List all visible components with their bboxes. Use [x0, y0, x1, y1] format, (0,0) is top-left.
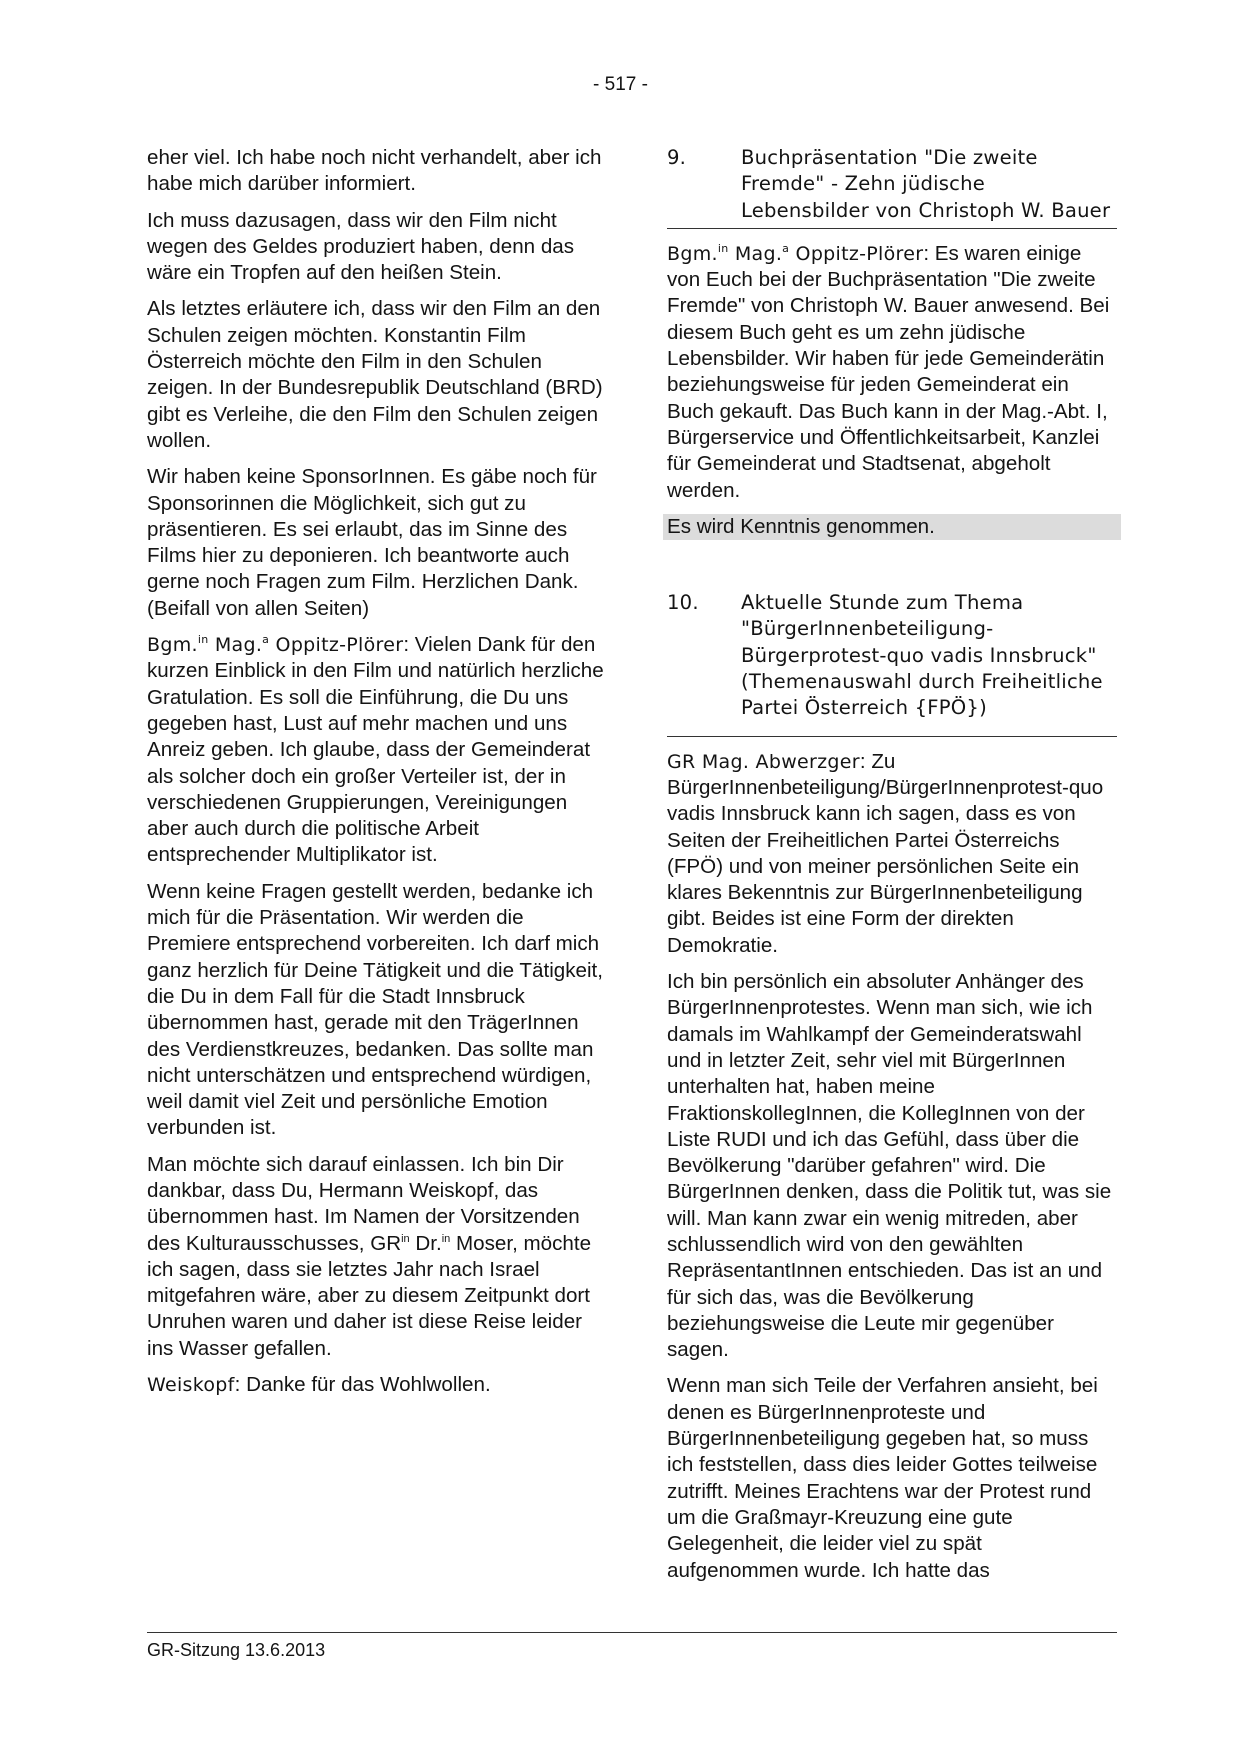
agenda-item-number: 9. — [667, 146, 687, 169]
paragraph: Ich muss dazusagen, dass wir den Film nicht wegen des Geldes produziert haben, denn das wäre ein Tropfen auf den heißen Stein. — [147, 208, 575, 285]
speech-text: : Danke für das Wohlwollen. — [234, 1373, 491, 1397]
speech-oppitz-ploerer — [147, 632, 607, 869]
agenda-item-10 — [667, 590, 1117, 721]
speaker-name: GR Mag. Abwerzger — [667, 750, 860, 773]
speech-text: : Vielen Dank für den kurzen Einblick in den Film und natürlich herzliche Gratulation. Es soll die Einführung, die Du uns gegeben hast, Lust auf mehr machen und uns Anreiz geben. Ich glaube, dass der Gemeinderat als solcher doch ein großer Verteiler ist, der in verschiedenen Gruppierungen, Vereinigungen aber auch durch die politische Arbeit entsprechender Multiplikator ist. — [147, 633, 604, 867]
section-divider — [667, 736, 1117, 737]
speech-abwerzger — [667, 749, 1117, 959]
footer-session-date: GR-Sitzung 13.6.2013 — [147, 1640, 326, 1660]
paragraph: Wenn keine Fragen gestellt werden, bedanke ich mich für die Präsentation. Wir werden die Premiere entsprechend vorbereiten. Ich darf mich ganz herzlich für Deine Tätigkeit und die Tätigkeit, die Du in dem Fall für die Stadt Innsbruck übernommen hast, gerade mit den TrägerInnen des Verdienstkreuzes, bedanken. Das sollte man nicht unterschätzen und entsprechend würdigen, weil damit viel Zeit und persönliche Emotion verbunden ist. — [147, 879, 603, 1140]
speaker-name: Bgm.$^{in}$ Mag.$^a$ Oppitz-Plörer — [147, 633, 404, 657]
speech-text: : Es waren einige von Euch bei der Buchpräsentation "Die zweite Fremde" von Christoph W. Bauer anwesend. Bei diesem Buch geht es um zehn jüdische Lebensbilder. Wir haben für jede Gemeinderätin beziehungsweise für jeden Gemeinderat ein Buch gekauft. Das Buch kann in der Mag.-Abt. I, Bürgerservice und Öffentlichkeitsarbeit, Kanzlei für Gemeinderat und Stadtsenat, abgeholt werden. — [667, 241, 1110, 502]
speech-weiskopf — [147, 1372, 607, 1398]
left-column — [147, 145, 607, 1408]
agenda-item-title: Buchpräsentation "Die zweite Fremde" - Zehn jüdische Lebensbilder von Christoph W. Bauer — [741, 146, 1111, 222]
noted-resolution: Es wird Kenntnis genommen. — [663, 514, 1121, 540]
paragraph: Als letztes erläutere ich, dass wir den Film an den Schulen zeigen möchten. Konstantin Film Österreich möchte den Film in den Schulen zeigen. In der Bundesrepublik Deutschland (BRD) gibt es Verleihe, die den Film den Schulen zeigen wollen. — [147, 297, 603, 452]
paragraph: Man möchte sich darauf einlassen. Ich bin Dir dankbar, dass Du, Hermann Weiskopf, das übernommen hast. Im Namen der Vorsitzenden des Kulturausschusses, $GR^{in}$ Dr.$^{in}$ Moser, möchte ich sagen, dass sie letztes Jahr nach Israel mitgefahren wäre, aber zu diesem Zeitpunkt dort Unruhen waren und daher ist diese Reise leider ins Wasser gefallen. — [147, 1152, 592, 1360]
paragraph: Ich bin persönlich ein absoluter Anhänger des BürgerInnenprotestes. Wenn man sich, wie ich damals im Wahlkampf der Gemeinderatswahl und in letzter Zeit, sehr viel mit BürgerInnen unterhalten hat, haben meine FraktionskollegInnen, die KollegInnen von der Liste RUDI und ich das Gefühl, dass über die Bevölkerung "darüber gefahren" wird. Die BürgerInnen denken, dass die Politik tut, was sie will. Man kann zwar ein wenig mitreden, aber schlussendlich wird von den gewählten RepräsentantInnen entschieden. Das ist an und für sich das, was die Bevölkerung beziehungsweise die Leute mir gegenüber sagen. — [667, 970, 1112, 1362]
section-divider — [667, 228, 1117, 229]
right-column — [667, 145, 1117, 1594]
speech-text: : Zu BürgerInnenbeteiligung/BürgerInnenprotest-quo vadis Innsbruck kann ich sagen, dass es von Seiten der Freiheitlichen Partei Österreichs (FPÖ) und von meiner persönlichen Seite ein klares Bekenntnis zur BürgerInnenbeteiligung gibt. Beides ist eine Form der direkten Demokratie. — [667, 749, 1104, 957]
paragraph: eher viel. Ich habe noch nicht verhandelt, aber ich habe mich darüber informiert. — [147, 146, 602, 196]
paragraph: Wir haben keine SponsorInnen. Es gäbe noch für Sponsorinnen die Möglichkeit, sich gut zu präsentieren. Es sei erlaubt, das im Sinne des Films hier zu deponieren. Ich beantworte auch gerne noch Fragen zum Film. Herzlichen Dank. (Beifall von allen Seiten) — [147, 465, 597, 620]
page-number: - 517 - — [593, 74, 648, 95]
agenda-item-number: 10. — [667, 591, 699, 615]
speaker-name: Bgm.$^{in}$ Mag.$^a$ Oppitz-Plörer — [667, 241, 924, 265]
paragraph: Wenn man sich Teile der Verfahren ansieht, bei denen es BürgerInnenproteste und BürgerInnenbeteiligung gegeben hat, so muss ich feststellen, dass dies leider Gottes teilweise zutrifft. Meines Erachtens war der Protest rund um die Graßmayr-Kreuzung eine gute Gelegenheit, die leider viel zu spät aufgenommen wurde. Ich hatte das — [667, 1374, 1098, 1582]
speaker-name: Weiskopf — [147, 1374, 235, 1397]
agenda-item-title: Aktuelle Stunde zum Thema "BürgerInnenbeteiligung-Bürgerprotest-quo vadis Innsbruck" (Themenauswahl durch Freiheitliche Partei Österreich {FPÖ}) — [741, 591, 1103, 720]
footer-divider — [147, 1632, 1117, 1633]
speech-oppitz-ploerer — [667, 241, 1117, 504]
agenda-item-9 — [667, 145, 1117, 224]
